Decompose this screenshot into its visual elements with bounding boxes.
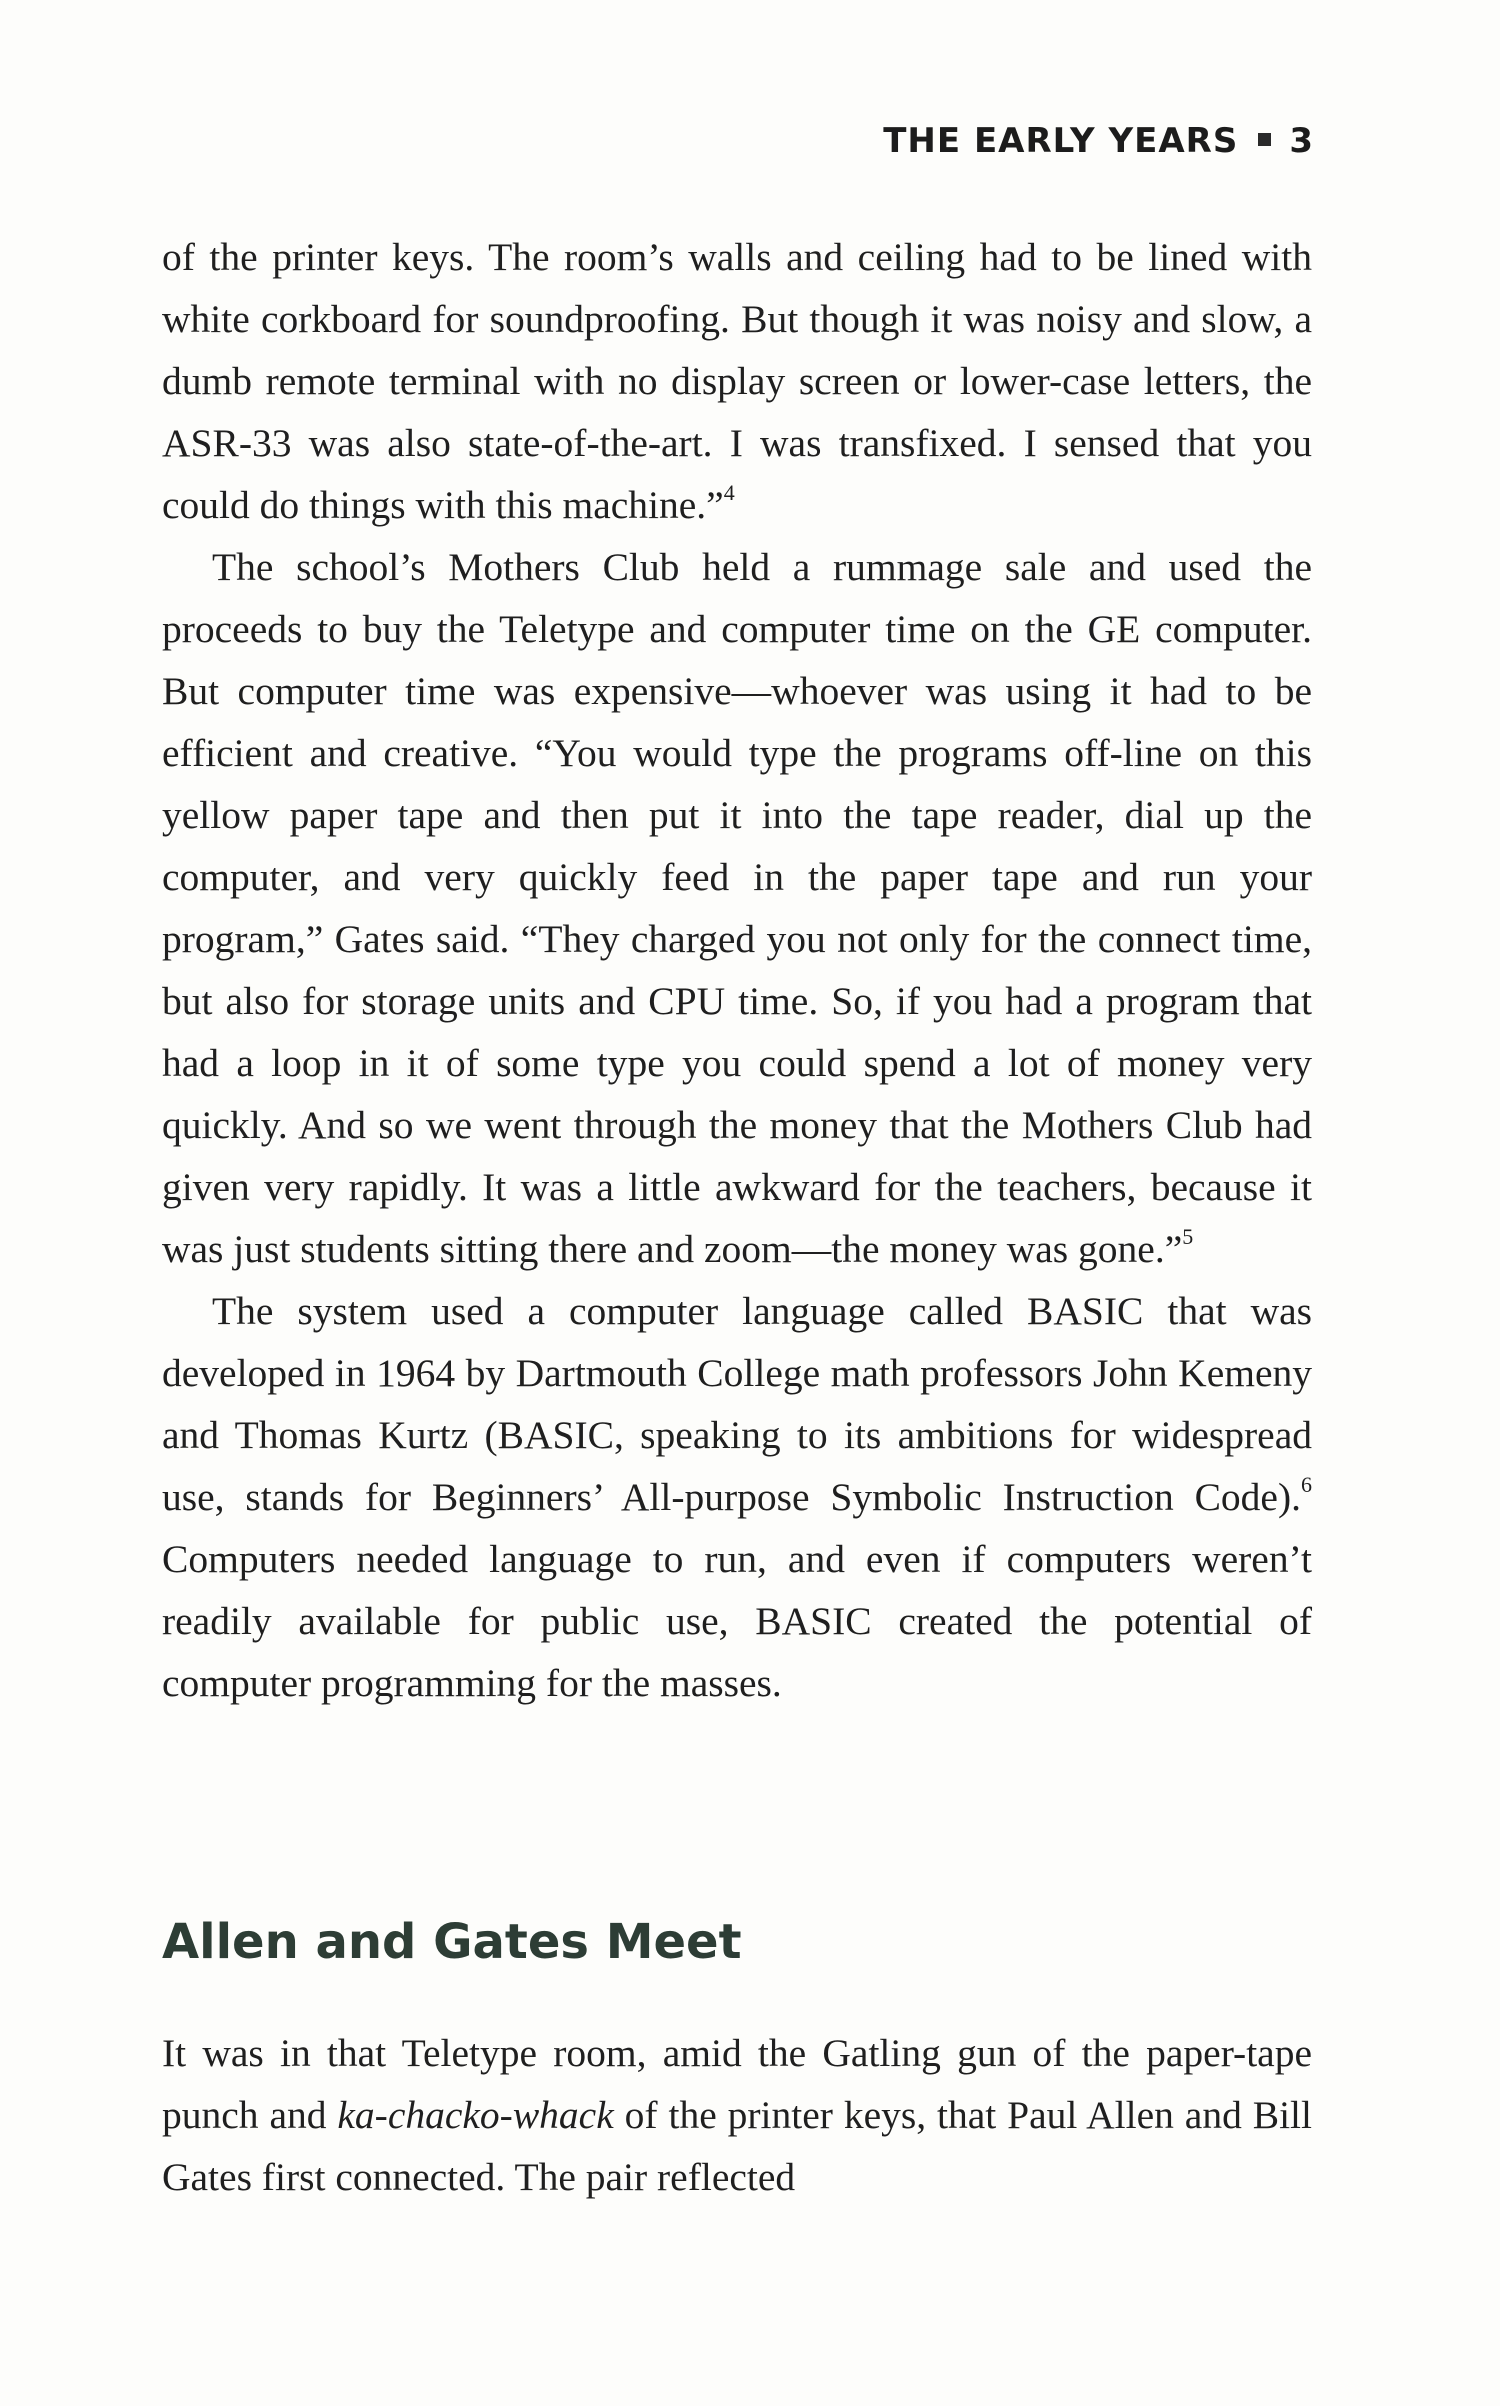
square-bullet-icon [1258, 133, 1271, 146]
paragraph-2 [162, 536, 1312, 1280]
footnote-ref-4: 4 [723, 479, 735, 505]
section-paragraph-1-italic: ka-chacko-whack [337, 2093, 614, 2137]
footnote-ref-6: 6 [1301, 1471, 1312, 1497]
section-heading: Allen and Gates Meet [162, 1914, 742, 1970]
body-text [162, 226, 1312, 1714]
section-text [162, 2022, 1312, 2208]
page-number: 3 [1289, 121, 1314, 161]
section-paragraph-1-after: of the printer keys, that Paul Allen and Bill Gates first connected. The pair reflected [162, 2093, 1312, 2199]
paragraph-1 [162, 226, 1312, 536]
section-paragraph-1-before: It was in that Teletype room, amid the Gatling gun of the paper-tape punch and [162, 2031, 1312, 2137]
running-header [883, 121, 1314, 161]
paragraph-3-text-after: Computers needed language to run, and even if computers weren’t readily available for public use, BASIC created the potential of computer programming for the masses. [162, 1537, 1312, 1705]
paragraph-2-text: The school’s Mothers Club held a rummage sale and used the proceeds to buy the Teletype and computer time on the GE computer. But computer time was expensive—whoever was using it had to be efficient and creative. “You would type the programs off-line on this yellow paper tape and then put it into the tape reader, dial up the computer, and very quickly feed in the paper tape and run your program,” Gates said. “They charged you not only for the connect time, but also for storage units and CPU time. So, if you had a program that had a loop in it of some type you could spend a lot of money very quickly. And so we went through the money that the Mothers Club had given very rapidly. It was a little awkward for the teachers, because it was just students sitting there and zoom—the money was gone.” [162, 545, 1312, 1271]
footnote-ref-5: 5 [1182, 1223, 1194, 1249]
paragraph-3-text-before: The system used a computer language called BASIC that was developed in 1964 by Dartmouth College math professors John Kemeny and Thomas Kurtz (BASIC, speaking to its ambitions for widespread use, stands for Beginners’ All-purpose Symbolic Instruction Code). [162, 1289, 1312, 1519]
paragraph-3 [162, 1280, 1312, 1714]
section-paragraph-1 [162, 2022, 1312, 2208]
paragraph-1-text: of the printer keys. The room’s walls and ceiling had to be lined with white corkboard for soundproofing. But though it was noisy and slow, a dumb remote terminal with no display screen or lower-case letters, the ASR-33 was also state-of-the-art. I was transfixed. I sensed that you could do things with this machine.” [162, 235, 1312, 527]
running-title: THE EARLY YEARS [883, 121, 1239, 161]
